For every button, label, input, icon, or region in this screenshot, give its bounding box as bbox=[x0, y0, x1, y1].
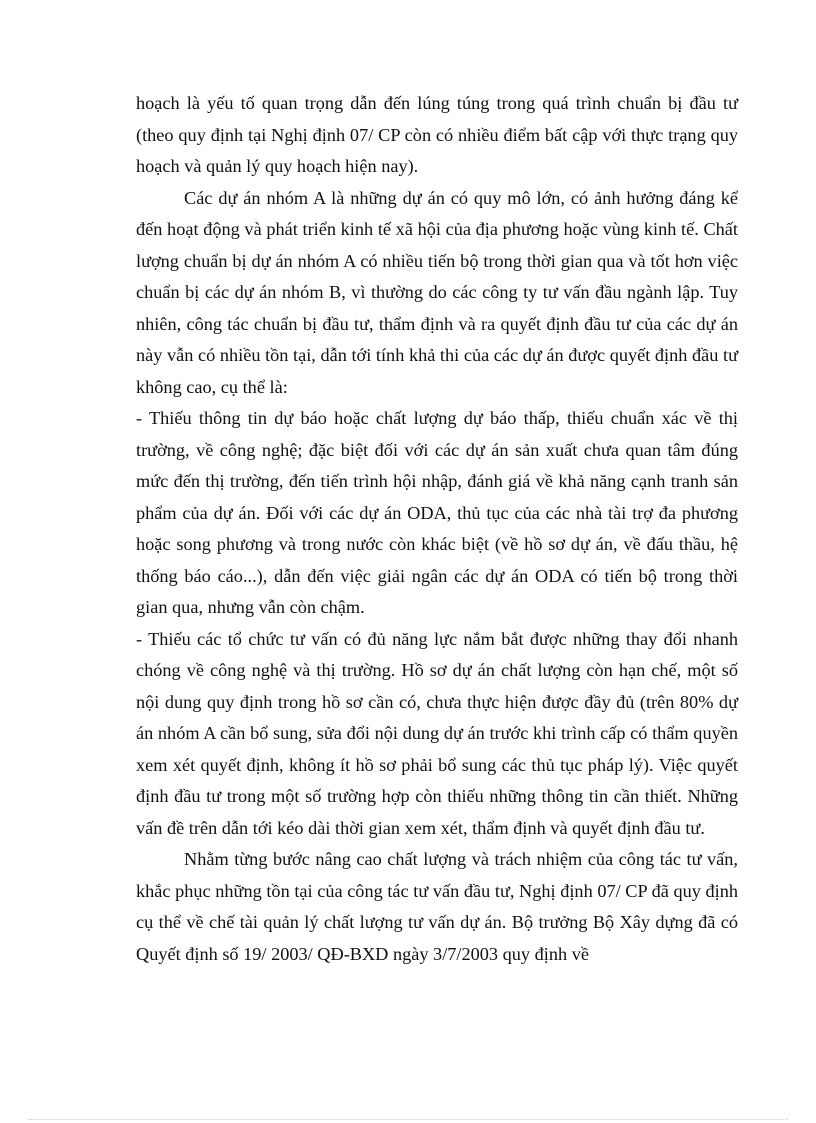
paragraph-3: - Thiếu thông tin dự báo hoặc chất lượng dự báo thấp, thiếu chuẩn xác về thị trường, về công nghệ; đặc biệt đối với các dự án sản xuất chưa quan tâm đúng mức đến thị trường, đến tiến trình hội nhập, đánh giá về khả năng cạnh tranh sản phẩm của dự án. Đối với các dự án ODA, thủ tục của các nhà tài trợ đa phương hoặc song phương và trong nước còn khác biệt (về hồ sơ dự án, về đấu thầu, hệ thống báo cáo...), dẫn đến việc giải ngân các dự án ODA có tiến bộ trong thời gian qua, nhưng vẫn còn chậm. bbox=[136, 408, 738, 617]
page-bottom-divider bbox=[28, 1119, 788, 1120]
paragraph-2: Các dự án nhóm A là những dự án có quy mô lớn, có ảnh hưởng đáng kể đến hoạt động và phát triển kinh tế xã hội của địa phương hoặc vùng kinh tế. Chất lượng chuẩn bị dự án nhóm A có nhiều tiến bộ trong thời gian qua và tốt hơn việc chuẩn bị các dự án nhóm B, vì thường do các công ty tư vấn đầu ngành lập. Tuy nhiên, công tác chuẩn bị đầu tư, thẩm định và ra quyết định đầu tư của các dự án này vẫn có nhiều tồn tại, dẫn tới tính khả thi của các dự án được quyết định đầu tư không cao, cụ thể là: bbox=[136, 187, 738, 397]
paragraph-4: - Thiếu các tổ chức tư vấn có đủ năng lực nắm bắt được những thay đổi nhanh chóng về công nghệ và thị trường. Hồ sơ dự án chất lượng còn hạn chế, một số nội dung quy định trong hồ sơ cần có, chưa thực hiện được đầy đủ (trên 80% dự án nhóm A cần bổ sung, sửa đổi nội dung dự án trước khi trình cấp có thẩm quyền xem xét quyết định, không ít hồ sơ phải bổ sung các thủ tục pháp lý). Việc quyết định đầu tư trong một số trường hợp còn thiếu những thông tin cần thiết. Những vấn đề trên dẫn tới kéo dài thời gian xem xét, thẩm định và quyết định đầu tư. bbox=[136, 628, 738, 838]
paragraph-5: Nhằm từng bước nâng cao chất lượng và trách nhiệm của công tác tư vấn, khắc phục những tồn tại của công tác tư vấn đầu tư, Nghị định 07/ CP đã quy định cụ thể về chế tài quản lý chất lượng tư vấn dự án. Bộ trưởng Bộ Xây dựng đã có Quyết định số 19/ 2003/ QĐ-BXD ngày 3/7/2003 quy định về bbox=[136, 849, 738, 964]
document-body bbox=[136, 88, 738, 970]
paragraph-1: hoạch là yếu tố quan trọng dẫn đến lúng túng trong quá trình chuẩn bị đầu tư (theo quy định tại Nghị định 07/ CP còn có nhiều điểm bất cập với thực trạng quy hoạch và quản lý quy hoạch hiện nay). bbox=[136, 93, 738, 176]
